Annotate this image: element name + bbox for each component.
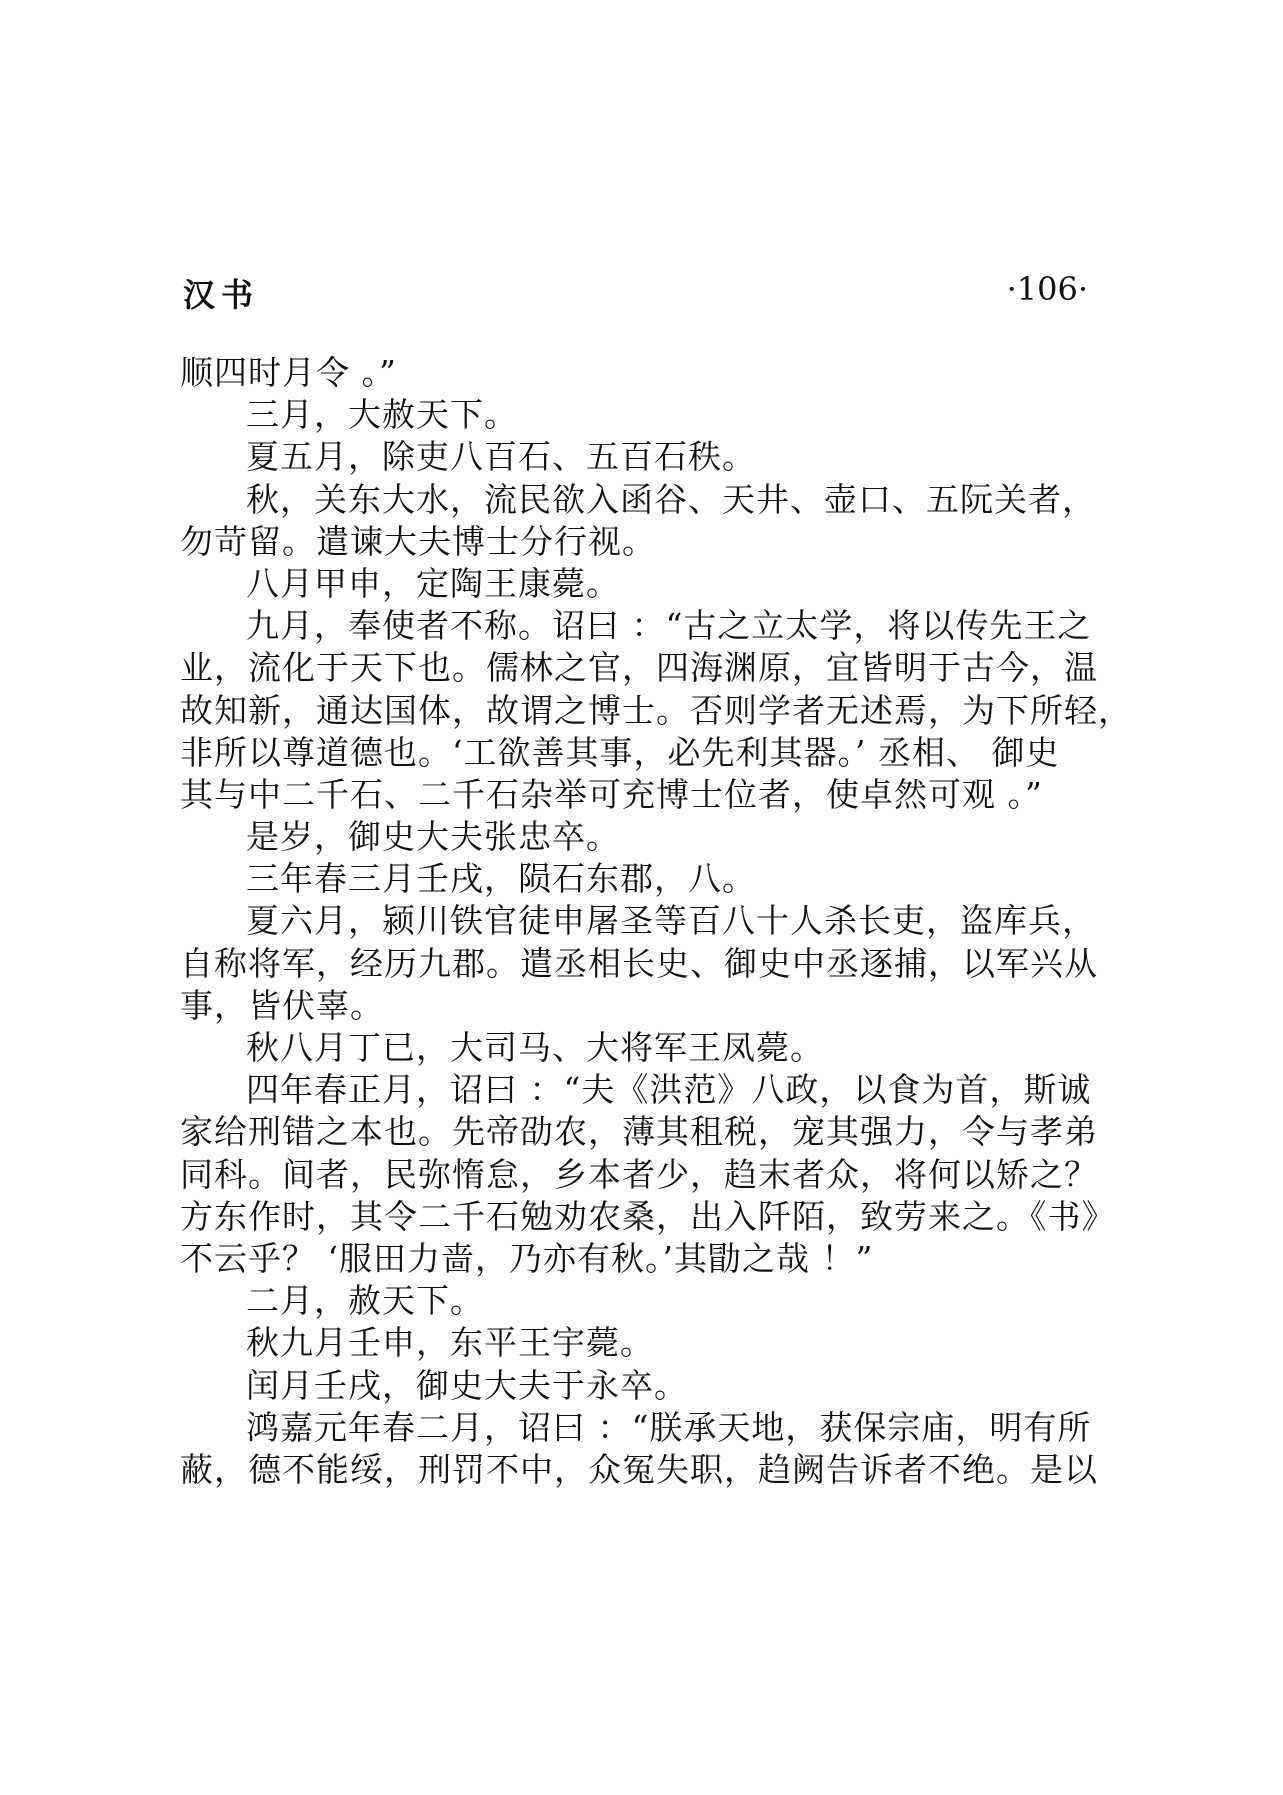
text-line: 蔽，德不能绥，刑罚不中，众冤失职，趋阙告诉者不绝。是以 (180, 1449, 1098, 1489)
text-line: 其与中二千石、二千石杂举可充博士位者，使卓然可观 。” (180, 774, 1043, 814)
text-line: 方东作时，其令二千石勉劝农桑，出入阡陌，致劳来之。《书》 (180, 1196, 1116, 1236)
text-line: 家给刑错之本也。先帝劭农，薄其租税，宠其强力，令与孝弟 (180, 1112, 1098, 1152)
text-line: 事，皆伏辜。 (180, 985, 384, 1025)
text-line: 九月，奉使者不称。诏曰 ：“古之立太学，将以传先王之 (246, 606, 1092, 646)
text-line: 同科。间者，民弥惰怠，乡本者少，趋末者众，将何以矫之？ (180, 1154, 1098, 1194)
book-title: 汉书 (183, 276, 260, 314)
text-line: 是岁，御史大夫张忠卒。 (246, 817, 620, 857)
text-line: 勿苛留。遣谏大夫博士分行视。 (180, 521, 656, 561)
text-line: 秋，关东大水，流民欲入函谷、天井、壶口、五阮关者， (246, 479, 1096, 519)
text-line: 业，流化于天下也。儒林之官，四海渊原，宜皆明于古今，温 (180, 648, 1098, 688)
text-line: 二月，赦天下。 (246, 1281, 484, 1321)
text-line: 夏五月，除吏八百石、五百石秩。 (246, 437, 756, 477)
text-line: 不云乎？ ‘服田力啬，乃亦有秋。’其勖之哉 ！” (180, 1238, 874, 1278)
text-line: 秋九月壬申，东平王宇薨。 (246, 1323, 654, 1363)
text-line: 自称将军，经历九郡。遣丞相长史、御史中丞逐捕，以军兴从 (180, 943, 1098, 983)
page-number: ·106· (1006, 270, 1088, 308)
text-line: 鸿嘉元年春二月，诏曰 ：“朕承天地，获保宗庙，明有所 (246, 1407, 1092, 1447)
text-line: 四年春正月，诏曰 ：“夫《洪范》八政，以食为首，斯诚 (246, 1070, 1092, 1110)
text-line: 八月甲申，定陶王康薨。 (246, 563, 620, 603)
text-line: 非所以尊道德也。‘工欲善其事，必先利其器。’ 丞相、 御史 (180, 732, 1060, 772)
text-line: 故知新，通达国体，故谓之博士。否则学者无述焉，为下所轻， (180, 690, 1132, 730)
text-line: 秋八月丁已，大司马、大将军王凤薨。 (246, 1028, 824, 1067)
text-line: 闰月壬戌，御史大夫于永卒。 (246, 1365, 688, 1405)
text-line: 顺四时月令 。” (180, 353, 397, 392)
text-line: 三月，大赦天下。 (246, 395, 518, 435)
text-line: 三年春三月壬戌，陨石东郡，八。 (246, 859, 756, 899)
text-line: 夏六月，颍川铁官徒申屠圣等百八十人杀长吏，盗库兵， (246, 901, 1096, 941)
body-text (180, 352, 1132, 1491)
